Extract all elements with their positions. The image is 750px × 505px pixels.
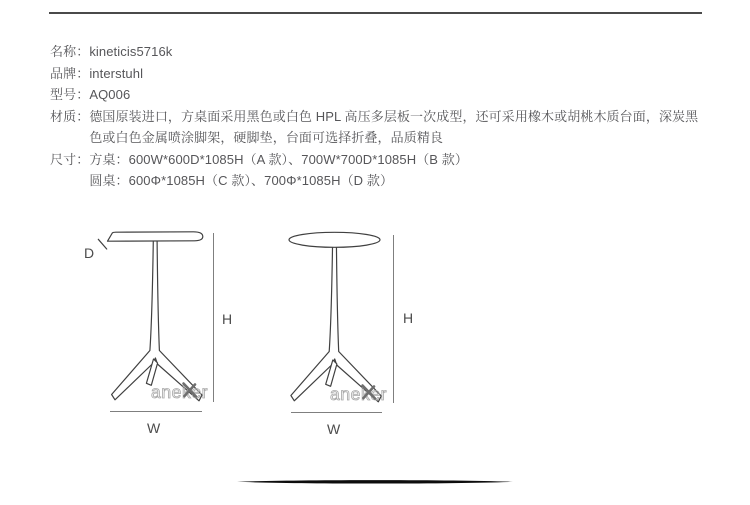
width-dimension-label: W <box>327 421 341 437</box>
height-dimension-label: H <box>403 310 414 326</box>
width-dimension-label: W <box>147 420 161 436</box>
spec-value: 德国原装进口，方桌面采用黑色或白色 HPL 高压多层板一次成型，还可采用橡木或胡桃木质台面，深炭黑色或白色金属喷涂脚架，硬脚垫，台面可选择折叠，品质精良 <box>89 108 699 145</box>
height-dimension-label: H <box>222 311 233 327</box>
watermark-logo <box>330 384 387 404</box>
round-tabletop <box>289 232 380 247</box>
spec-label: 材质： <box>50 108 90 124</box>
round-table-diagram <box>289 232 413 437</box>
spec-value: interstuhl <box>89 65 144 81</box>
watermark-text: aneker <box>330 384 388 404</box>
square-tabletop-side-view <box>108 232 203 241</box>
watermark-text: aneker <box>151 382 209 402</box>
dimension-line-square-tables: 方桌：600W*600D*1085H（A 款）、700W*700D*1085H（B 款） <box>89 151 468 167</box>
spec-label: 品牌： <box>50 65 90 81</box>
dimension-line-round-tables: 圆桌：600Φ*1085H（C 款）、700Φ*1085H（D 款） <box>89 173 394 188</box>
table-pedestal <box>112 241 202 401</box>
spec-value: kineticis5716k <box>89 44 173 59</box>
spec-label: 型号： <box>50 87 90 102</box>
spec-label: 名称： <box>50 44 90 59</box>
depth-leader-line <box>98 239 106 249</box>
spec-label: 尺寸： <box>50 151 90 167</box>
spec-value: AQ006 <box>89 87 131 102</box>
square-table-diagram <box>84 232 232 436</box>
depth-dimension-label: D <box>84 245 95 261</box>
table-pedestal <box>291 242 381 402</box>
bottom-divider-line <box>237 480 513 483</box>
watermark-logo <box>151 382 208 402</box>
